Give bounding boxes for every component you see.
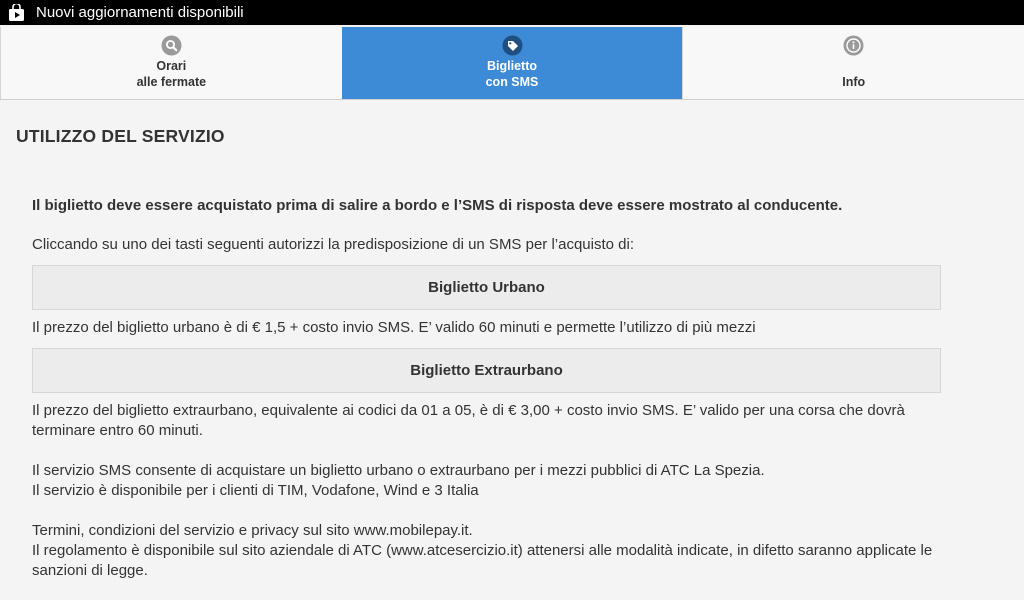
biglietto-urbano-button[interactable]: Biglietto Urbano <box>32 265 941 310</box>
tag-icon <box>502 35 523 56</box>
tab-bar <box>0 27 1024 100</box>
tab-label: Orari alle fermate <box>136 59 207 89</box>
terms-line: Termini, condizioni del servizio e privacy sul sito www.mobilepay.it. <box>32 522 473 539</box>
store-update-icon <box>8 4 28 22</box>
tab-label: Info <box>842 75 866 89</box>
page-title: UTILIZZO DEL SERVIZIO <box>16 126 225 146</box>
status-bar <box>0 0 1024 25</box>
tab-orari[interactable] <box>0 27 342 99</box>
service-info-line: Il servizio SMS consente di acquistare un biglietto urbano o extraurbano per i mezzi pubblici di ATC La Spezia. <box>32 462 765 479</box>
notification-text: Nuovi aggiornamenti disponibili <box>36 4 244 21</box>
biglietto-extraurbano-button[interactable]: Biglietto Extraurbano <box>32 348 941 393</box>
info-icon <box>843 35 864 56</box>
tab-biglietto-sms[interactable] <box>342 27 683 99</box>
intro-text: Cliccando su uno dei tasti seguenti autorizzi la predisposizione di un SMS per l’acquisto di: <box>32 236 634 253</box>
urbano-description: Il prezzo del biglietto urbano è di € 1,5 + costo invio SMS. E’ valido 60 minuti e permette l’utilizzo di più mezzi <box>32 319 756 336</box>
extraurbano-description: Il prezzo del biglietto extraurbano, equivalente ai codici da 01 a 05, è di € 3,00 + costo invio SMS. E’ valido per una corsa che dovrà terminare entro 60 minuti. <box>32 402 905 439</box>
regulation-line: Il regolamento è disponibile sul sito aziendale di ATC (www.atcesercizio.it) attenersi alle modalità indicate, in difetto saranno applicate le sanzioni di legge. <box>32 542 933 579</box>
main-content <box>0 100 1024 581</box>
tab-label: Biglietto con SMS <box>485 59 539 89</box>
tab-info[interactable] <box>682 27 1024 99</box>
service-carriers-line: Il servizio è disponibile per i clienti di TIM, Vodafone, Wind e 3 Italia <box>32 482 479 499</box>
lead-text: Il biglietto deve essere acquistato prima di salire a bordo e l’SMS di risposta deve essere mostrato al conducente. <box>32 197 843 214</box>
search-icon <box>161 35 182 56</box>
